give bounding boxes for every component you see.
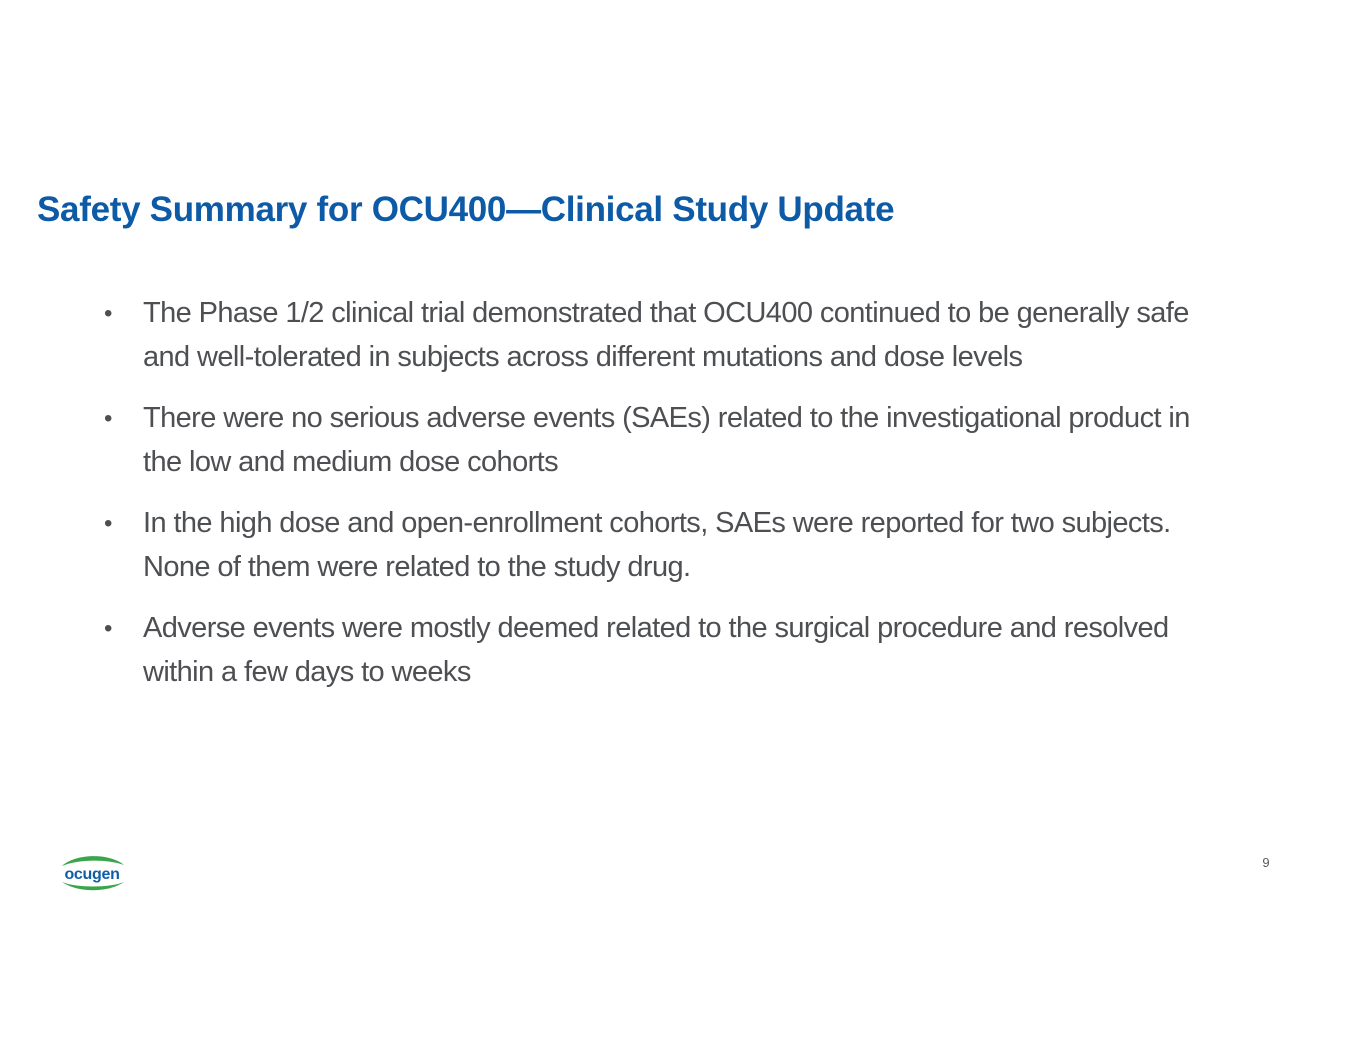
- bullet-dot: •: [104, 405, 112, 432]
- bullet-list: [100, 292, 1230, 712]
- bullet-item: [100, 292, 1230, 379]
- bullet-dot: •: [104, 615, 112, 642]
- bullet-item: [100, 607, 1230, 694]
- bullet-dot: •: [104, 300, 112, 327]
- bullet-text: The Phase 1/2 clinical trial demonstrated that OCU400 continued to be generally safe and well-tolerated in subjects across different mutations and dose levels: [143, 297, 1189, 373]
- bullet-text: There were no serious adverse events (SAEs) related to the investigational product in the low and medium dose cohorts: [143, 402, 1190, 478]
- page-number: 9: [1262, 855, 1270, 870]
- bullet-text: Adverse events were mostly deemed related to the surgical procedure and resolved within a few days to weeks: [143, 612, 1169, 688]
- logo-wordmark: ocugen: [64, 866, 120, 883]
- bullet-dot: •: [104, 510, 112, 537]
- bullet-item: [100, 502, 1230, 589]
- bullet-item: [100, 397, 1230, 484]
- bullet-text: In the high dose and open-enrollment cohorts, SAEs were reported for two subjects. None of them were related to the study drug.: [143, 507, 1171, 583]
- ocugen-logo-icon: [56, 852, 130, 894]
- slide-title: Safety Summary for OCU400—Clinical Study Update: [37, 190, 895, 229]
